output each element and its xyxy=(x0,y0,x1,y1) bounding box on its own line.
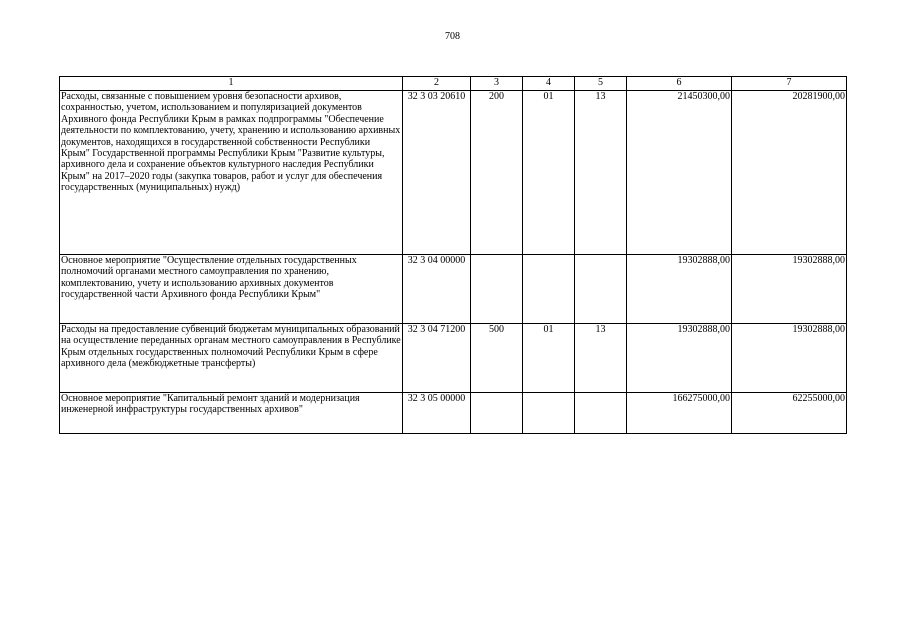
column-header: 4 xyxy=(523,77,575,91)
row-amount-col7: 19302888,00 xyxy=(732,324,847,393)
row-amount-col6: 19302888,00 xyxy=(627,324,732,393)
row-col5 xyxy=(575,393,627,434)
row-col3 xyxy=(471,255,523,324)
column-header: 3 xyxy=(471,77,523,91)
row-amount-col7: 20281900,00 xyxy=(732,91,847,255)
row-col4 xyxy=(523,393,575,434)
budget-table xyxy=(59,76,847,434)
column-header: 1 xyxy=(60,77,403,91)
row-col4: 01 xyxy=(523,91,575,255)
row-description: Основное мероприятие "Капитальный ремонт зданий и модернизация инженерной инфраструктуры государственных архивов" xyxy=(60,393,403,434)
row-code: 32 3 04 00000 xyxy=(403,255,471,324)
row-col3 xyxy=(471,393,523,434)
row-code: 32 3 05 00000 xyxy=(403,393,471,434)
row-code: 32 3 04 71200 xyxy=(403,324,471,393)
row-col5: 13 xyxy=(575,91,627,255)
header-row xyxy=(60,77,847,91)
table-row xyxy=(60,324,847,393)
row-col5: 13 xyxy=(575,324,627,393)
row-amount-col6: 21450300,00 xyxy=(627,91,732,255)
row-code: 32 3 03 20610 xyxy=(403,91,471,255)
row-col4: 01 xyxy=(523,324,575,393)
row-description: Основное мероприятие "Осуществление отдельных государственных полномочий органами местного самоуправления по хранению, комплектованию, учету и использованию архивных документов государственной части Архивного фонда Республики Крым" xyxy=(60,255,403,324)
table-row xyxy=(60,393,847,434)
table-row xyxy=(60,91,847,255)
column-header: 5 xyxy=(575,77,627,91)
column-header: 6 xyxy=(627,77,732,91)
row-amount-col7: 19302888,00 xyxy=(732,255,847,324)
page-number: 708 xyxy=(445,31,460,42)
row-amount-col6: 166275000,00 xyxy=(627,393,732,434)
row-description: Расходы, связанные с повышением уровня безопасности архивов, сохранностью, учетом, использованием и популяризацией документов Архивного фонда Республики Крым в рамках подпрограммы "Обеспечение деятельности по комплектованию, учету, хранению и использованию архивных документов, находящихся в государственной собственности Республики Крым" Государственной программы Республики Крым "Развитие культуры, архивного дела и сохранение объектов культурного наследия Республики Крым" на 2017–2020 годы (закупка товаров, работ и услуг для обеспечения государственных (муниципальных) нужд) xyxy=(60,91,403,255)
row-description: Расходы на предоставление субвенций бюджетам муниципальных образований на осуществление переданных органам местного самоуправления в Республике Крым отдельных государственных полномочий Республики Крым в сфере архивного дела (межбюджетные трансферты) xyxy=(60,324,403,393)
column-header: 2 xyxy=(403,77,471,91)
column-header: 7 xyxy=(732,77,847,91)
row-col5 xyxy=(575,255,627,324)
row-col4 xyxy=(523,255,575,324)
row-col3: 200 xyxy=(471,91,523,255)
row-amount-col7: 62255000,00 xyxy=(732,393,847,434)
row-amount-col6: 19302888,00 xyxy=(627,255,732,324)
row-col3: 500 xyxy=(471,324,523,393)
table-row xyxy=(60,255,847,324)
